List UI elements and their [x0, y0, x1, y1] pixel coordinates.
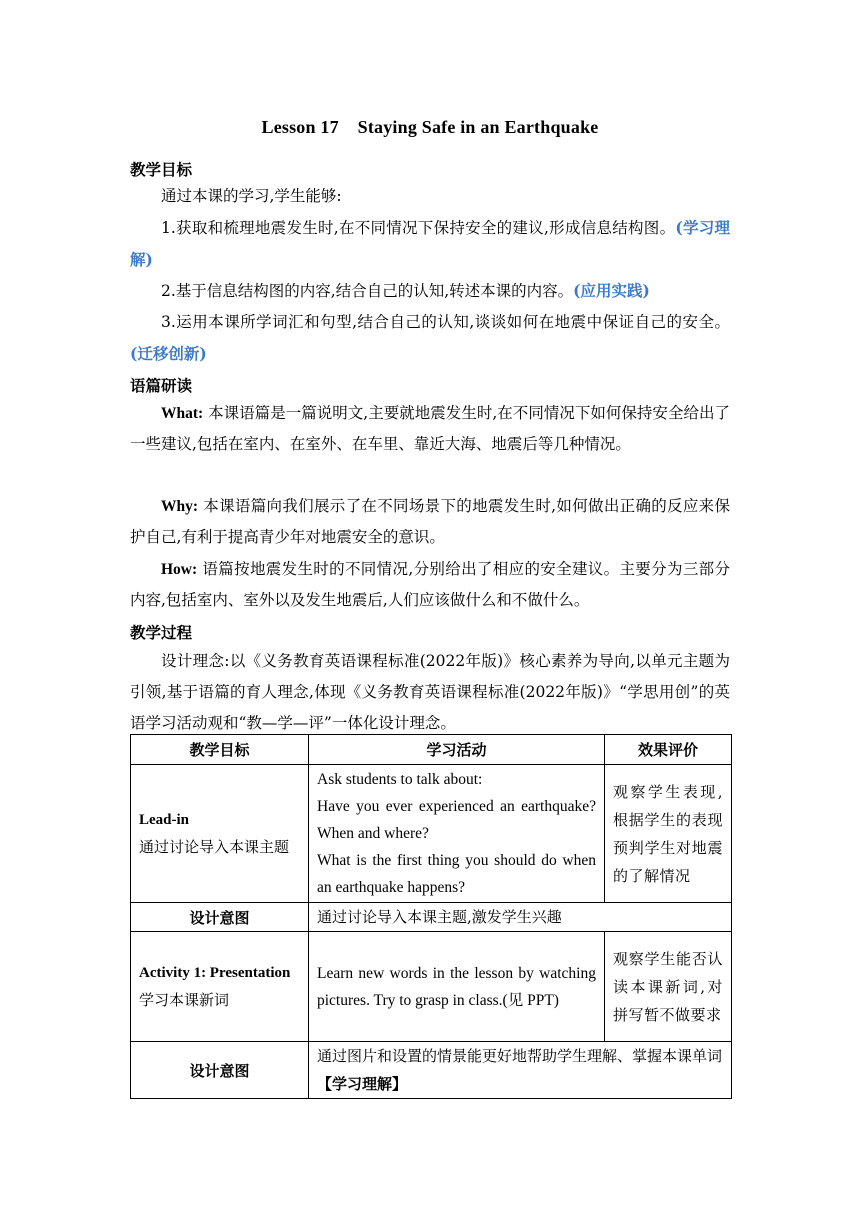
why-text: 本课语篇向我们展示了在不同场景下的地震发生时,如何做出正确的反应来保护自己,有利于提高青少年对地震安全的意识。	[130, 497, 730, 546]
header-evaluation: 效果评价	[605, 735, 732, 765]
stage-cell	[131, 765, 309, 903]
table-header-row	[131, 735, 732, 765]
process-heading: 教学过程	[130, 624, 193, 642]
objective-item-1	[130, 212, 730, 276]
reading-why	[130, 491, 730, 553]
objective-item-3-text: 3.运用本课所学词汇和句型,结合自己的认知,谈谈如何在地震中保证自己的安全。	[161, 313, 730, 331]
how-text: 语篇按地震发生时的不同情况,分别给出了相应的安全建议。主要分为三部分内容,包括室内、室外以及发生地震后,人们应该做什么和不做什么。	[130, 560, 730, 609]
objectives-heading: 教学目标	[130, 161, 193, 179]
stage-cn: 学习本课新词	[139, 990, 230, 1009]
how-label: How:	[161, 561, 198, 578]
stage-en: Lead-in	[139, 811, 190, 828]
objective-item-2-tag: (应用实践)	[573, 281, 650, 300]
activity-cell: Ask students to talk about: Have you ever experienced an earthquake? When and where? What is the first thing you should do when an earthquake happens?	[309, 765, 605, 903]
intent-cell	[309, 1042, 732, 1099]
objective-item-2	[130, 275, 730, 307]
lesson-plan-table	[130, 734, 732, 1099]
stage-cell	[131, 932, 309, 1042]
reading-heading: 语篇研读	[130, 377, 193, 395]
intent-tag: 【学习理解】	[317, 1075, 408, 1093]
header-objective: 教学目标	[131, 735, 309, 765]
what-label: What:	[161, 405, 204, 422]
table-row	[131, 903, 732, 932]
objective-item-1-tag: (学习理解)	[130, 218, 730, 269]
table-row	[131, 765, 732, 903]
objective-item-3	[130, 307, 730, 370]
table-row	[131, 932, 732, 1042]
intent-label: 设计意图	[131, 903, 309, 932]
header-activity: 学习活动	[309, 735, 605, 765]
objectives-intro: 通过本课的学习,学生能够:	[161, 187, 342, 205]
intent-text: 通过图片和设置的情景能更好地帮助学生理解、掌握本课单词	[317, 1047, 723, 1065]
objective-item-1-text: 1.获取和梳理地震发生时,在不同情况下保持安全的建议,形成信息结构图。	[161, 219, 676, 237]
what-text: 本课语篇是一篇说明文,主要就地震发生时,在不同情况下如何保持安全给出了一些建议,包括在室内、在室外、在车里、靠近大海、地震后等几种情况。	[130, 404, 730, 453]
objective-item-3-tag: (迁移创新)	[130, 344, 207, 363]
lesson-title: Lesson 17 Staying Safe in an Earthquake	[261, 117, 599, 137]
reading-what	[130, 398, 730, 460]
table-row	[131, 1042, 732, 1099]
process-concept: 设计理念:以《义务教育英语课程标准(2022年版)》核心素养为导向,以单元主题为引领,基于语篇的育人理念,体现《义务教育英语课程标准(2022年版)》“学思用创”的英语学习活动观和“教—学—评”一体化设计理念。	[130, 652, 730, 732]
objective-item-2-text: 2.基于信息结构图的内容,结合自己的认知,转述本课的内容。	[161, 282, 574, 300]
intent-cell: 通过讨论导入本课主题,激发学生兴趣	[309, 903, 732, 932]
stage-cn: 通过讨论导入本课主题	[139, 837, 290, 856]
evaluation-cell: 观察学生表现,根据学生的表现预判学生对地震的了解情况	[605, 765, 732, 903]
activity-cell: Learn new words in the lesson by watching pictures. Try to grasp in class.(见 PPT)	[309, 932, 605, 1042]
why-label: Why:	[161, 498, 199, 515]
stage-en: Activity 1: Presentation	[139, 964, 291, 981]
intent-label: 设计意图	[131, 1042, 309, 1099]
reading-how	[130, 554, 730, 616]
evaluation-cell: 观察学生能否认读本课新词,对拼写暂不做要求	[605, 932, 732, 1042]
